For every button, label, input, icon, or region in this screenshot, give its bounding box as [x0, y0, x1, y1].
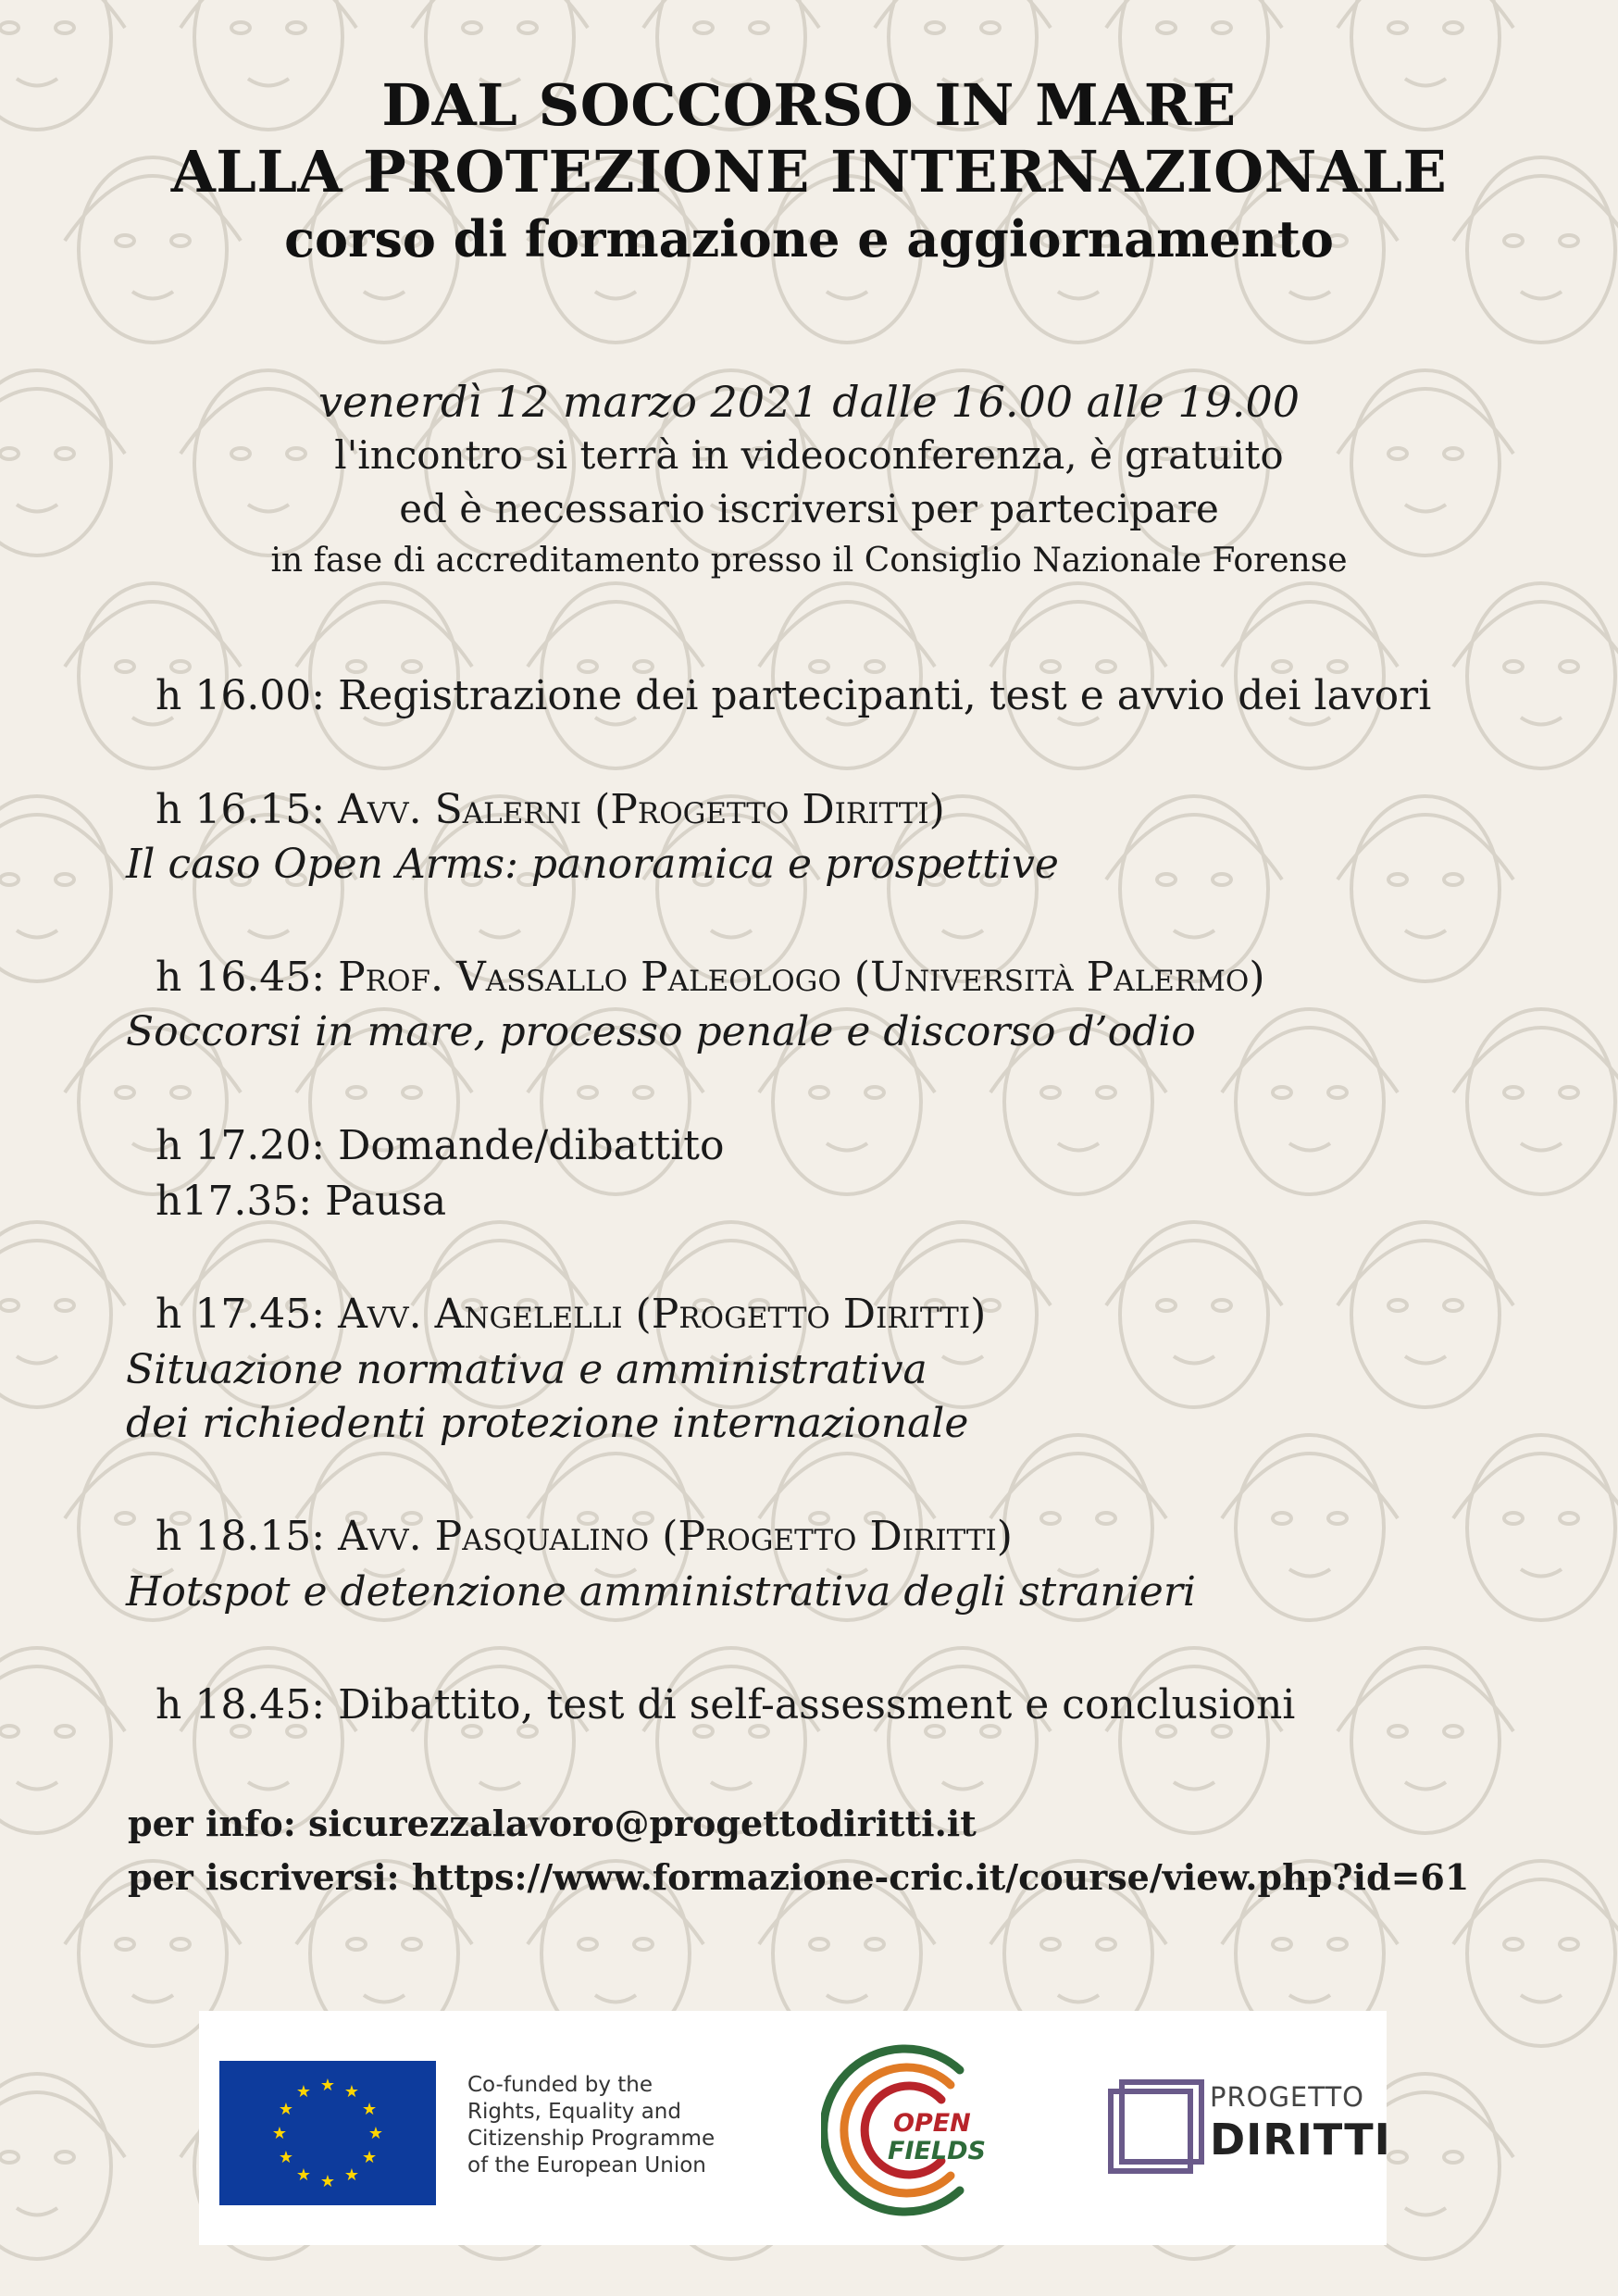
eu-star-icon: ★	[278, 2148, 294, 2167]
schedule-time: h 16.45:	[156, 954, 326, 1001]
schedule-item-1815	[156, 1511, 1013, 1563]
schedule-text: Domande/dibattito	[338, 1122, 725, 1169]
schedule-time: h 18.15:	[156, 1513, 326, 1560]
schedule-topic-1815: Hotspot e detenzione amministrativa degli stranieri	[126, 1568, 1196, 1616]
event-accreditation: in fase di accreditamento presso il Consiglio Nazionale Forense	[270, 542, 1348, 580]
eu-text-line-1: Co-funded by the	[467, 2073, 653, 2097]
event-registration-note: ed è necessario iscriversi per partecipare	[399, 486, 1219, 531]
progetto-diritti-logo	[1108, 2079, 1391, 2181]
pd-logo-big-text: DIRITTI	[1210, 2115, 1391, 2165]
signup-url-link[interactable]: https://www.formazione-cric.it/course/view.php?id=61	[411, 1856, 1470, 1898]
schedule-item-1600	[156, 670, 1431, 722]
schedule-speaker: Avv. Angelelli (Progetto Diritti)	[338, 1291, 987, 1338]
eu-text-line-3: Citizenship Programme	[467, 2127, 716, 2151]
schedule-topic-1745-line2: dei richiedenti protezione internazionale	[126, 1400, 969, 1447]
pd-square-front-icon	[1108, 2089, 1193, 2174]
eu-star-icon: ★	[361, 2100, 378, 2119]
contact-email-link[interactable]: sicurezzalavoro@progettodiritti.it	[308, 1803, 977, 1844]
schedule-time: h 16.00:	[156, 672, 326, 719]
contact-info-line	[128, 1798, 977, 1850]
contact-signup-line	[128, 1852, 1469, 1903]
schedule-item-1645	[156, 952, 1265, 1004]
schedule-topic-1645: Soccorsi in mare, processo penale e discorso d’odio	[126, 1008, 1196, 1055]
contact-info-label: per info:	[128, 1803, 296, 1844]
open-fields-logo	[821, 2042, 1006, 2218]
schedule-time: h 18.45:	[156, 1681, 326, 1728]
eu-star-icon: ★	[367, 2124, 384, 2143]
open-fields-word-fields: FIELDS	[888, 2137, 986, 2165]
title-block	[0, 72, 1618, 272]
eu-star-icon: ★	[271, 2124, 288, 2143]
eu-star-icon: ★	[295, 2081, 312, 2102]
eu-cofunding-text	[467, 2072, 715, 2179]
schedule-text: Dibattito, test di self-assessment e conclusioni	[338, 1681, 1296, 1728]
event-date: venerdì 12 marzo 2021 dalle 16.00 alle 19.00	[317, 377, 1301, 427]
eu-text-line-2: Rights, Equality and	[467, 2100, 681, 2124]
footer-logos	[199, 2011, 1391, 2245]
schedule-item-1615	[156, 784, 945, 836]
event-info	[0, 375, 1618, 586]
open-fields-word-open: OPEN	[893, 2109, 971, 2138]
schedule-speaker: Prof. Vassallo Paleologo (Università Palermo)	[338, 954, 1265, 1001]
schedule-item-1845	[156, 1679, 1295, 1731]
event-format: l'incontro si terrà in videoconferenza, è gratuito	[334, 432, 1284, 478]
eu-text-line-4: of the European Union	[467, 2153, 706, 2177]
schedule-item-1735	[156, 1176, 446, 1228]
schedule-time: h 17.20:	[156, 1122, 326, 1169]
eu-star-icon: ★	[343, 2081, 360, 2102]
eu-star-icon: ★	[319, 2076, 336, 2095]
schedule-speaker: Avv. Salerni (Progetto Diritti)	[338, 786, 945, 833]
subtitle: corso di formazione e aggiornamento	[284, 209, 1334, 268]
schedule-text: Registrazione dei partecipanti, test e avvio dei lavori	[338, 672, 1432, 719]
contact-signup-label: per iscriversi:	[128, 1856, 400, 1898]
schedule-speaker: Avv. Pasqualino (Progetto Diritti)	[338, 1513, 1013, 1560]
eu-star-icon: ★	[295, 2165, 312, 2186]
schedule-topic-1615: Il caso Open Arms: panoramica e prospettive	[126, 841, 1059, 888]
eu-star-icon: ★	[361, 2148, 378, 2167]
schedule-topic-1745-line1: Situazione normativa e amministrativa	[126, 1346, 927, 1393]
eu-flag-icon	[219, 2061, 436, 2205]
schedule-text: Pausa	[325, 1178, 447, 1225]
title-line-2: ALLA PROTEZIONE INTERNAZIONALE	[170, 138, 1448, 206]
pd-logo-small-text: PROGETTO	[1210, 2081, 1365, 2113]
title-line-1: DAL SOCCORSO IN MARE	[381, 71, 1237, 139]
eu-star-icon: ★	[319, 2172, 336, 2191]
eu-star-icon: ★	[278, 2100, 294, 2119]
schedule-item-1720	[156, 1120, 724, 1172]
schedule-time: h 16.15:	[156, 786, 326, 833]
schedule-time: h17.35:	[156, 1178, 313, 1225]
schedule-time: h 17.45:	[156, 1291, 326, 1338]
schedule-item-1745	[156, 1289, 986, 1341]
eu-star-icon: ★	[343, 2165, 360, 2186]
